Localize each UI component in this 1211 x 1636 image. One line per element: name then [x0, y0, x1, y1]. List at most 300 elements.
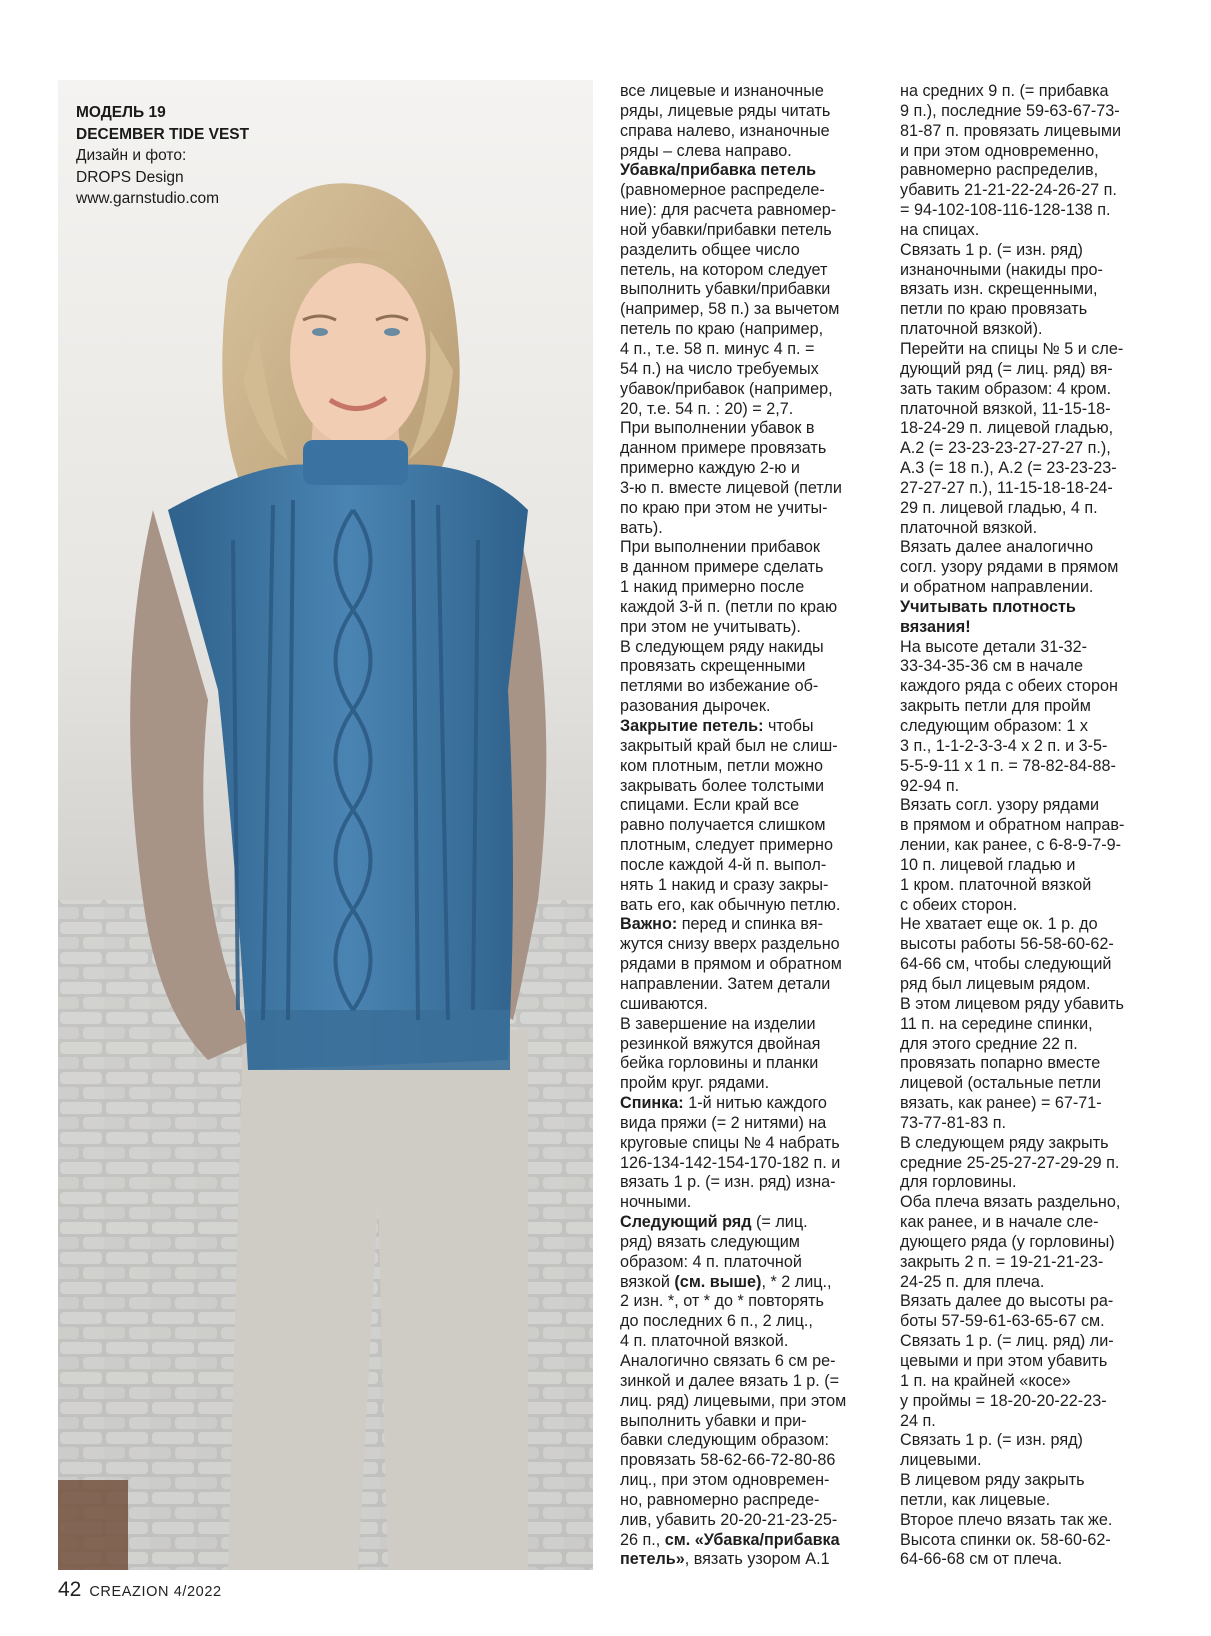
text-line: [620, 479, 846, 499]
text-run: перед и спинка вя-: [677, 915, 823, 934]
text-run: с обеих сторон.: [900, 895, 1018, 914]
text-line: [900, 1035, 1124, 1055]
bold-run: Закрытие петель:: [620, 717, 764, 735]
bold-run: (см. выше): [674, 1272, 762, 1291]
text-run: 92-94 п.: [900, 776, 960, 795]
text-line: [900, 1471, 1124, 1491]
text-line: [900, 1094, 1124, 1114]
text-run: круговые спицы № 4 набрать: [620, 1133, 840, 1152]
text-run: платочной вязкой.: [900, 518, 1038, 537]
text-run: 73-77-81-83 п.: [900, 1113, 1006, 1132]
text-run: равно получается слишком: [620, 816, 826, 835]
text-line: [620, 419, 846, 439]
text-run: вязать 1 р. (= изн. ряд) изна-: [620, 1173, 836, 1192]
text-line: [620, 538, 846, 558]
text-run: 1 накид примерно после: [620, 578, 805, 597]
text-run: нять 1 накид и сразу закры-: [620, 875, 829, 894]
text-run: вида пряжи (= 2 нитями) на: [620, 1113, 827, 1132]
text-run: Перейти на спицы № 5 и сле-: [900, 339, 1124, 358]
text-line: [620, 836, 846, 856]
text-line: [620, 499, 846, 519]
bold-run: петель»: [620, 1550, 685, 1569]
text-line: [900, 1431, 1124, 1451]
text-line: [900, 280, 1124, 300]
text-line: [620, 1233, 846, 1253]
text-line: [620, 1531, 846, 1551]
text-line: [900, 1531, 1124, 1551]
text-line: [620, 122, 846, 142]
text-run: Связать 1 р. (= изн. ряд): [900, 1431, 1083, 1450]
text-line: [620, 400, 846, 420]
text-line: [900, 1511, 1124, 1531]
text-line: [900, 499, 1124, 519]
text-line: [620, 1114, 846, 1134]
text-line: [900, 777, 1124, 797]
text-run: в данном примере сделать: [620, 558, 824, 577]
text-run: все лицевые и изнаночные: [620, 82, 824, 100]
text-line: [900, 479, 1124, 499]
text-run: резинкой вяжутся двойная: [620, 1034, 821, 1053]
text-line: [900, 1332, 1124, 1352]
text-line: [620, 777, 846, 797]
text-line: [900, 816, 1124, 836]
text-line: [620, 975, 846, 995]
text-run: Высота спинки ок. 58-60-62-: [900, 1530, 1111, 1549]
website-url: www.garnstudio.com: [76, 190, 220, 207]
text-run: закрыть 2 п. = 19-21-21-23-: [900, 1252, 1104, 1271]
text-run: согл. узору рядами в прямом: [900, 558, 1119, 577]
text-run: вязать изн. скрещенными,: [900, 280, 1098, 299]
text-run: боты 57-59-61-63-65-67 см.: [900, 1312, 1105, 1331]
text-run: 27-27-27 п.), 11-15-18-18-24-: [900, 478, 1113, 497]
text-run: 11 п. на середине спинки,: [900, 1014, 1093, 1033]
text-run: вать его, как обычную петлю.: [620, 895, 841, 914]
text-line: [620, 181, 846, 201]
text-line: [620, 459, 846, 479]
text-run: после каждой 4-й п. выпол-: [620, 855, 827, 874]
text-line: [620, 737, 846, 757]
text-run: равномерно распределив,: [900, 161, 1099, 180]
text-line: [900, 1054, 1124, 1074]
text-run: дующего ряда (у горловины): [900, 1232, 1115, 1251]
text-run: каждого ряда с обеих сторон: [900, 677, 1118, 696]
text-line: [620, 816, 846, 836]
text-line: [900, 1372, 1124, 1392]
text-line: [620, 677, 846, 697]
text-run: 64-66-68 см от плеча.: [900, 1550, 1063, 1569]
text-line: [900, 1134, 1124, 1154]
text-run: при этом не учитывать).: [620, 617, 801, 636]
text-line: [620, 1332, 846, 1352]
text-run: 81-87 п. провязать лицевыми: [900, 121, 1122, 140]
text-run: разования дырочек.: [620, 697, 771, 716]
text-line: [900, 896, 1124, 916]
text-line: [620, 1372, 846, 1392]
text-line: [620, 1054, 846, 1074]
text-run: разделить общее число: [620, 240, 800, 259]
text-line: [900, 122, 1124, 142]
text-line: [620, 955, 846, 975]
text-line: [620, 1154, 846, 1174]
text-run: лении, как ранее, с 6-8-9-7-9-: [900, 836, 1121, 855]
text-line: [900, 915, 1124, 935]
text-run: На высоте детали 31-32-: [900, 637, 1088, 656]
text-run: лиц., при этом одновремен-: [620, 1471, 830, 1490]
text-line: [900, 400, 1124, 420]
text-run: закрывать более толстыми: [620, 776, 825, 795]
text-line: [900, 975, 1124, 995]
text-line: [620, 380, 846, 400]
text-line: [900, 856, 1124, 876]
text-run: Вязать далее до высоты ра-: [900, 1292, 1114, 1311]
text-run: 3 п., 1-1-2-3-3-4 х 2 п. и 3-5-: [900, 736, 1108, 755]
text-run: Не хватает еще ок. 1 р. до: [900, 915, 1098, 934]
text-line: [900, 459, 1124, 479]
text-run: При выполнении убавок в: [620, 419, 815, 438]
text-line: [900, 796, 1124, 816]
text-run: как ранее, и в начале сле-: [900, 1213, 1099, 1232]
text-run: , вязать узором А.1: [684, 1550, 830, 1569]
text-run: выполнить убавки и при-: [620, 1411, 807, 1430]
text-run: В завершение на изделии: [620, 1014, 816, 1033]
text-run: лицевыми.: [900, 1451, 982, 1470]
text-run: цевыми и при этом убавить: [900, 1352, 1108, 1370]
text-run: петель, на котором следует: [620, 260, 828, 279]
text-run: у проймы = 18-20-20-22-23-: [900, 1391, 1107, 1410]
text-line: [620, 1412, 846, 1432]
text-line: [900, 717, 1124, 737]
text-line: [620, 1253, 846, 1273]
text-line: [900, 1114, 1124, 1134]
text-line: [900, 1233, 1124, 1253]
text-line: [900, 1193, 1124, 1213]
text-line: [620, 280, 846, 300]
text-line: [620, 598, 846, 618]
text-run: но, равномерно распреде-: [620, 1490, 820, 1509]
text-line: [900, 181, 1124, 201]
text-line: [620, 1431, 846, 1451]
text-line: [900, 439, 1124, 459]
text-run: лив, убавить 20-20-21-23-25-: [620, 1510, 838, 1529]
text-line: [900, 1074, 1124, 1094]
text-run: провязать попарно вместе: [900, 1054, 1101, 1073]
text-line: [620, 1015, 846, 1035]
text-line: [900, 82, 1124, 102]
text-run: средние 25-25-27-27-29-29 п.: [900, 1153, 1120, 1172]
text-run: справа налево, изнаночные: [620, 121, 830, 140]
text-line: [620, 519, 846, 539]
text-run: и при этом одновременно,: [900, 141, 1099, 160]
instructions-column-2: [900, 82, 1124, 1570]
text-run: 33-34-35-36 см в начале: [900, 657, 1083, 676]
text-run: 26 п.,: [620, 1530, 665, 1549]
text-line: [900, 360, 1124, 380]
text-line: [620, 161, 846, 181]
text-run: пройм круг. рядами.: [620, 1074, 770, 1093]
text-line: [900, 578, 1124, 598]
text-line: [900, 757, 1124, 777]
text-run: провязать скрещенными: [620, 657, 806, 676]
text-run: В этом лицевом ряду убавить: [900, 994, 1124, 1013]
text-run: А.3 (= 18 п.), А.2 (= 23-23-23-: [900, 459, 1117, 478]
text-run: вать).: [620, 518, 663, 537]
text-run: ряды, лицевые ряды читать: [620, 101, 831, 120]
text-line: [900, 1451, 1124, 1471]
text-line: [620, 1471, 846, 1491]
text-line: [900, 1213, 1124, 1233]
designer-name: DROPS Design: [76, 168, 184, 186]
text-run: до последних 6 п., 2 лиц.,: [620, 1312, 813, 1331]
text-run: ряды – слева направо.: [620, 141, 792, 160]
text-run: = 94-102-108-116-128-138 п.: [900, 201, 1111, 220]
text-run: 20, т.е. 54 п. : 20) = 2,7.: [620, 399, 794, 418]
text-line: [900, 1154, 1124, 1174]
text-run: убавить 21-21-22-24-26-27 п.: [900, 181, 1117, 200]
text-run: Вязать далее аналогично: [900, 538, 1094, 557]
text-run: зинкой и далее вязать 1 р. (=: [620, 1371, 840, 1390]
text-run: Оба плеча вязать раздельно,: [900, 1193, 1121, 1212]
text-run: В лицевом ряду закрыть: [900, 1471, 1085, 1490]
text-run: , * 2 лиц.,: [761, 1272, 832, 1291]
instructions-column-1: [620, 82, 846, 1570]
page-number: 42: [58, 1578, 82, 1601]
text-line: [620, 360, 846, 380]
photo-credit: [76, 102, 249, 210]
text-run: жутся снизу вверх раздельно: [620, 935, 840, 954]
text-run: Вязать согл. узору рядами: [900, 796, 1100, 815]
text-line: [620, 1550, 846, 1570]
text-line: [620, 82, 846, 102]
bold-run: Убавка/прибавка петель: [620, 161, 817, 180]
text-run: 18-24-29 п. лицевой гладью,: [900, 419, 1114, 438]
text-line: [900, 876, 1124, 896]
text-line: [900, 419, 1124, 439]
text-run: Аналогично связать 6 см ре-: [620, 1352, 836, 1370]
text-run: примерно каждую 2-ю и: [620, 459, 800, 478]
text-line: [900, 995, 1124, 1015]
text-line: [900, 102, 1124, 122]
text-line: [900, 221, 1124, 241]
text-run: ние): для расчета равномер-: [620, 201, 837, 220]
text-run: 54 п.) на число требуемых: [620, 359, 819, 378]
bold-run: Следующий ряд: [620, 1213, 752, 1232]
photo-illustration: [58, 80, 593, 1570]
bold-run: см. «Убавка/прибавка: [664, 1530, 840, 1549]
text-line: [900, 538, 1124, 558]
text-line: [900, 1352, 1124, 1372]
text-line: [620, 558, 846, 578]
text-run: спицами. Если край все: [620, 796, 800, 815]
text-run: петель по краю (например,: [620, 320, 824, 339]
text-run: следующим образом: 1 х: [900, 717, 1088, 735]
text-run: В следующем ряду закрыть: [900, 1133, 1109, 1152]
text-line: [620, 717, 846, 737]
bold-run: вязания!: [900, 617, 971, 636]
text-line: [900, 935, 1124, 955]
text-run: 1 п. на крайней «косе»: [900, 1371, 1071, 1390]
text-line: [620, 1312, 846, 1332]
text-line: [620, 300, 846, 320]
text-run: ной убавки/прибавки петель: [620, 220, 832, 239]
text-run: сшиваются.: [620, 994, 708, 1013]
text-line: [900, 241, 1124, 261]
text-run: 4 п. платочной вязкой.: [620, 1332, 789, 1351]
text-run: чтобы: [763, 717, 814, 735]
text-line: [900, 340, 1124, 360]
text-run: 4 п., т.е. 58 п. минус 4 п. =: [620, 339, 815, 358]
text-line: [900, 300, 1124, 320]
text-line: [900, 519, 1124, 539]
text-line: [620, 221, 846, 241]
text-line: [620, 102, 846, 122]
text-line: [900, 1253, 1124, 1273]
text-run: закрыть петли для пройм: [900, 697, 1091, 716]
text-line: [900, 1392, 1124, 1412]
text-run: 1 кром. платочной вязкой: [900, 875, 1092, 894]
text-run: плотным, следует примерно: [620, 836, 833, 855]
text-run: для горловины.: [900, 1173, 1017, 1192]
text-line: [620, 856, 846, 876]
text-line: [900, 380, 1124, 400]
text-run: платочной вязкой).: [900, 320, 1043, 339]
text-line: [900, 598, 1124, 618]
text-line: [620, 915, 846, 935]
text-line: [900, 955, 1124, 975]
text-run: рядами в прямом и обратном: [620, 955, 842, 974]
text-line: [620, 1134, 846, 1154]
text-run: 1-й нитью каждого: [683, 1094, 827, 1113]
text-run: вязать, как ранее) = 67-71-: [900, 1094, 1102, 1113]
text-line: [900, 1173, 1124, 1193]
text-run: бавки следующим образом:: [620, 1431, 829, 1450]
text-run: дующий ряд (= лиц. ряд) вя-: [900, 359, 1113, 378]
text-line: [620, 1094, 846, 1114]
text-run: Связать 1 р. (= изн. ряд): [900, 240, 1083, 259]
text-line: [620, 1511, 846, 1531]
text-line: [620, 241, 846, 261]
text-line: [620, 995, 846, 1015]
text-line: [620, 757, 846, 777]
text-line: [620, 261, 846, 281]
text-line: [620, 142, 846, 162]
text-run: образом: 4 п. платочной: [620, 1252, 802, 1271]
text-run: Второе плечо вязать так же.: [900, 1510, 1113, 1529]
text-run: 10 п. лицевой гладью и: [900, 855, 1076, 874]
text-run: каждой 3-й п. (петли по краю: [620, 597, 838, 616]
text-line: [620, 1491, 846, 1511]
text-run: направлении. Затем детали: [620, 974, 831, 993]
text-run: и обратном направлении.: [900, 578, 1094, 597]
text-line: [900, 737, 1124, 757]
page-footer: [58, 1578, 222, 1602]
text-run: убавок/прибавок (например,: [620, 379, 833, 398]
text-line: [620, 1193, 846, 1213]
text-line: [620, 638, 846, 658]
text-run: 9 п.), последние 59-63-67-73-: [900, 101, 1120, 120]
text-line: [620, 201, 846, 221]
model-name: DECEMBER TIDE VEST: [76, 125, 250, 143]
text-run: 2 изн. *, от * до * повторять: [620, 1292, 824, 1311]
text-run: для этого средние 22 п.: [900, 1034, 1078, 1053]
text-run: В следующем ряду накиды: [620, 637, 824, 656]
text-run: 24 п.: [900, 1411, 936, 1430]
text-run: вязкой: [620, 1272, 675, 1291]
text-line: [900, 1312, 1124, 1332]
text-line: [620, 340, 846, 360]
text-run: петли по краю провязать: [900, 300, 1088, 319]
text-run: ком плотным, петли можно: [620, 756, 824, 775]
bold-run: Важно:: [620, 915, 678, 934]
text-line: [900, 1273, 1124, 1293]
bold-run: Спинка:: [620, 1094, 684, 1113]
text-line: [620, 896, 846, 916]
text-run: провязать 58-62-66-72-80-86: [620, 1451, 836, 1470]
text-run: 126-134-142-154-170-182 п. и: [620, 1153, 841, 1172]
text-line: [620, 935, 846, 955]
text-line: [620, 657, 846, 677]
text-line: [900, 697, 1124, 717]
text-run: петли, как лицевые.: [900, 1490, 1051, 1509]
text-line: [900, 142, 1124, 162]
text-run: изнаночными (накиды про-: [900, 260, 1103, 279]
text-run: 29 п. лицевой гладью, 4 п.: [900, 498, 1098, 517]
text-line: [900, 657, 1124, 677]
text-run: в прямом и обратном направ-: [900, 816, 1125, 835]
text-line: [900, 677, 1124, 697]
text-run: петлями во избежание об-: [620, 677, 819, 696]
text-run: 3-ю п. вместе лицевой (петли: [620, 478, 842, 497]
text-run: 5-5-9-11 х 1 п. = 78-82-84-88-: [900, 756, 1116, 775]
text-run: на средних 9 п. (= прибавка: [900, 82, 1109, 100]
text-run: 64-66 см, чтобы следующий: [900, 955, 1112, 974]
text-run: выполнить убавки/прибавки: [620, 280, 831, 299]
text-line: [900, 618, 1124, 638]
text-run: данном примере провязать: [620, 439, 827, 458]
text-line: [900, 1491, 1124, 1511]
text-line: [620, 1352, 846, 1372]
text-run: ряд был лицевым рядом.: [900, 974, 1091, 993]
text-line: [620, 1074, 846, 1094]
text-run: (равномерное распределе-: [620, 181, 825, 200]
text-line: [620, 1273, 846, 1293]
design-label: Дизайн и фото:: [76, 147, 187, 164]
text-line: [620, 796, 846, 816]
text-line: [900, 1550, 1124, 1570]
text-run: При выполнении прибавок: [620, 538, 820, 557]
text-line: [620, 1451, 846, 1471]
text-run: по краю при этом не учиты-: [620, 498, 828, 517]
text-line: [620, 876, 846, 896]
text-line: [620, 1292, 846, 1312]
text-run: ночными.: [620, 1193, 692, 1212]
text-line: [900, 201, 1124, 221]
text-line: [620, 1035, 846, 1055]
text-run: лиц. ряд) лицевыми, при этом: [620, 1391, 847, 1410]
text-run: закрытый край был не слиш-: [620, 736, 838, 755]
text-run: высоты работы 56-58-60-62-: [900, 935, 1114, 954]
text-line: [900, 638, 1124, 658]
text-run: платочной вязкой, 11-15-18-: [900, 399, 1111, 418]
text-line: [620, 320, 846, 340]
text-run: А.2 (= 23-23-23-27-27-27 п.),: [900, 439, 1111, 458]
text-line: [620, 1213, 846, 1233]
text-line: [900, 558, 1124, 578]
text-run: (= лиц.: [751, 1213, 808, 1232]
text-run: зать таким образом: 4 кром.: [900, 379, 1112, 398]
magazine-issue: CREAZION 4/2022: [89, 1584, 222, 1600]
text-run: ряд) вязать следующим: [620, 1232, 800, 1251]
text-line: [900, 320, 1124, 340]
